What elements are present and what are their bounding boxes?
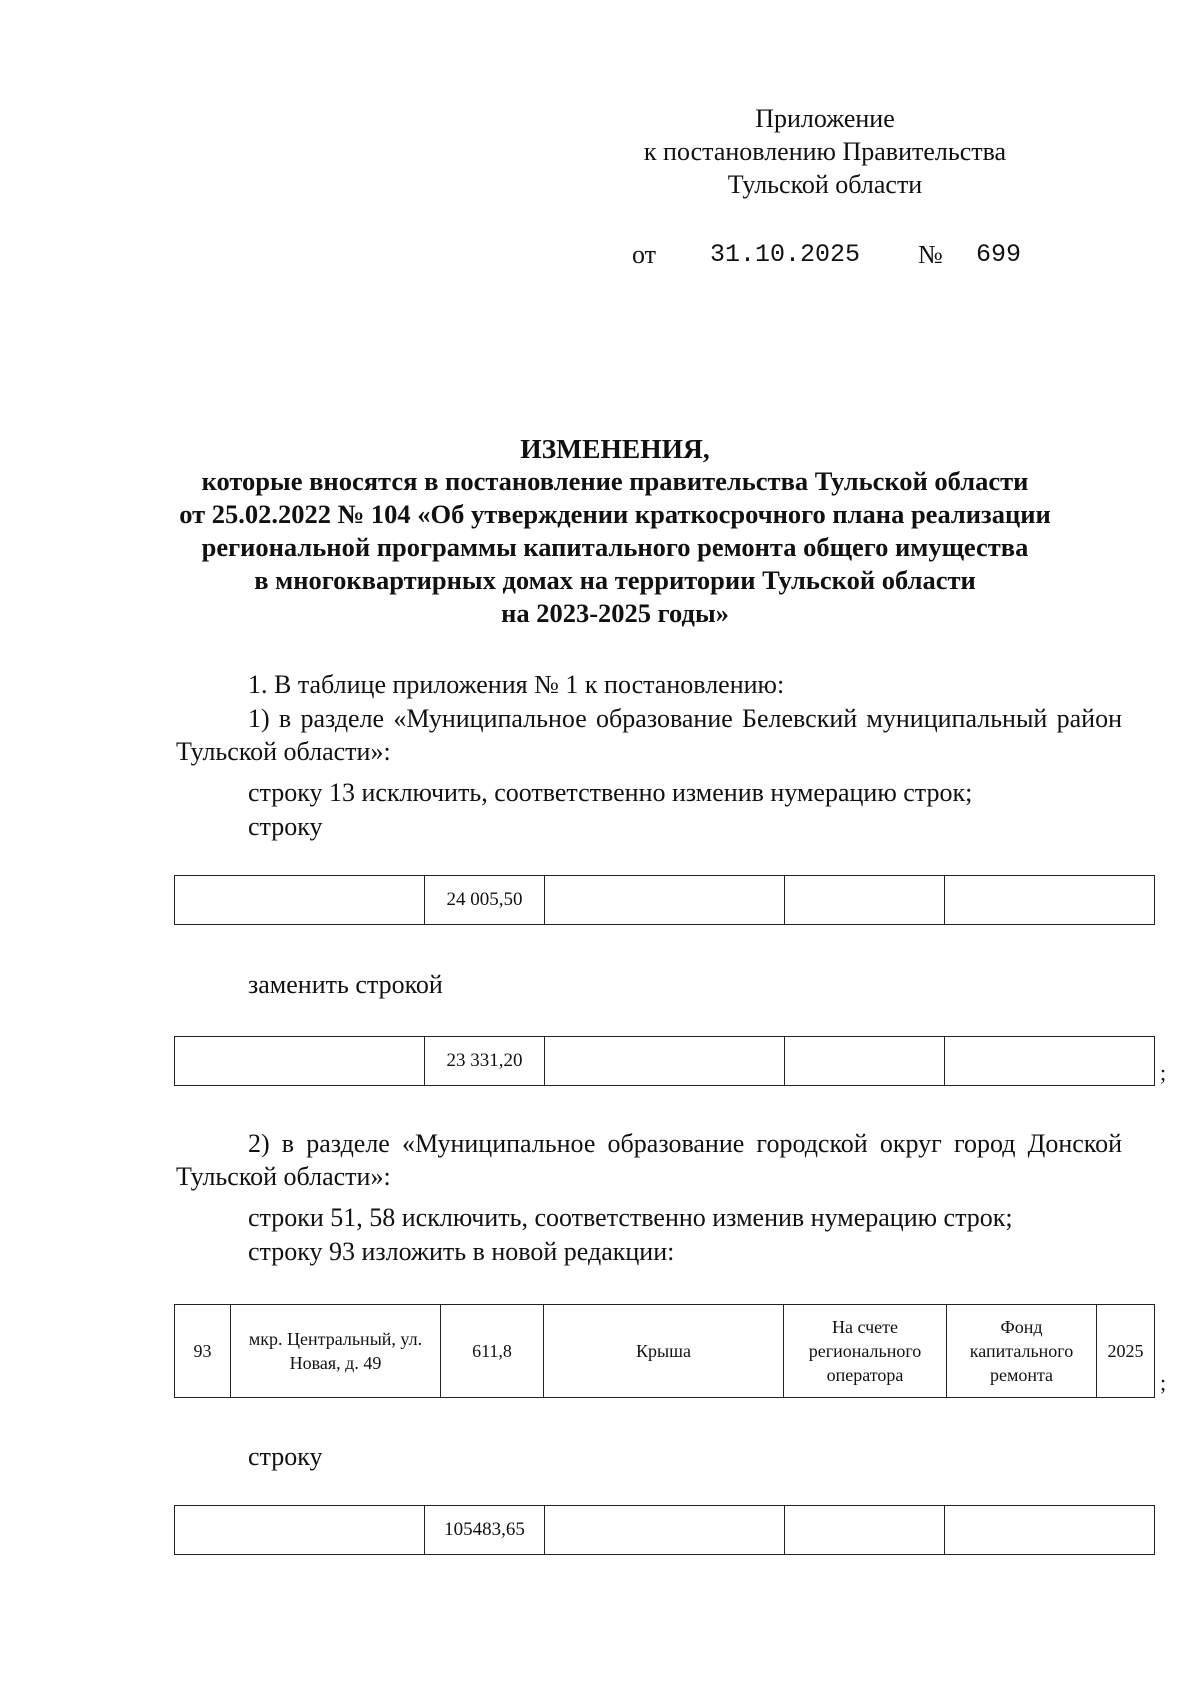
subitem-2: 2) в разделе «Муниципальное образование городской округ город Донской Тульской области»:	[176, 1129, 1122, 1191]
table-cell: 93	[175, 1305, 231, 1398]
table-cell: Фонд капитального ремонта	[947, 1305, 1097, 1398]
table-cell: мкр. Центральный, ул. Новая, д. 49	[231, 1305, 441, 1398]
row-93-table	[174, 1304, 1155, 1398]
decree-number: 699	[976, 240, 1022, 269]
table-cell: 24 005,50	[425, 876, 545, 925]
title-line-2: от 25.02.2022 № 104 «Об утверждении краткосрочного плана реализации	[179, 499, 1051, 529]
replace-with-label: заменить строкой	[248, 970, 443, 999]
table-row	[175, 876, 1155, 925]
decree-date: 31.10.2025	[710, 240, 861, 269]
table-cell	[785, 876, 945, 925]
appendix-line-2: к постановлению Правительства	[643, 137, 1007, 166]
table-cell	[175, 1037, 425, 1086]
title-line-3: региональной программы капитального ремонта общего имущества	[201, 532, 1029, 562]
title-line-1: которые вносятся в постановление правительства Тульской области	[201, 466, 1029, 496]
table-cell: Крыша	[544, 1305, 784, 1398]
new-row-table-1	[174, 1036, 1155, 1086]
appendix-header	[600, 102, 1050, 201]
appendix-line-1: Приложение	[755, 104, 895, 133]
table-cell	[175, 1506, 425, 1555]
decree-number-label: №	[918, 240, 943, 269]
table-row	[175, 1037, 1155, 1086]
row-word-2: строку	[248, 1442, 323, 1471]
row-word-1: строку	[248, 812, 323, 841]
title-line-4: в многоквартирных домах на территории Тульской области	[254, 565, 976, 595]
old-row-table-2	[174, 1505, 1155, 1555]
appendix-line-3: Тульской области	[727, 170, 923, 199]
title-line-5: на 2023-2025 годы»	[501, 598, 729, 628]
document-title	[170, 432, 1060, 630]
table-row	[175, 1506, 1155, 1555]
subitem-2-exclude: строки 51, 58 исключить, соответственно изменив нумерацию строк;	[248, 1203, 1013, 1232]
subitem-1-exclude: строку 13 исключить, соответственно изменив нумерацию строк;	[248, 778, 973, 807]
table-cell: На счете регионального оператора	[784, 1305, 947, 1398]
table-cell: 23 331,20	[425, 1037, 545, 1086]
table-row	[175, 1305, 1155, 1398]
semicolon-1: ;	[1160, 1060, 1167, 1085]
item-1: 1. В таблице приложения № 1 к постановлению:	[248, 670, 785, 699]
table-cell: 611,8	[441, 1305, 544, 1398]
table-cell	[945, 876, 1155, 925]
decree-from-label: от	[632, 240, 657, 269]
title-heading: ИЗМЕНЕНИЯ,	[520, 433, 710, 464]
semicolon-2: ;	[1160, 1370, 1167, 1395]
table-cell	[785, 1506, 945, 1555]
table-cell: 2025	[1097, 1305, 1155, 1398]
table-cell	[945, 1506, 1155, 1555]
table-cell	[945, 1037, 1155, 1086]
table-cell	[175, 876, 425, 925]
subitem-1: 1) в разделе «Муниципальное образование Белевский муниципальный район Тульской области»:	[176, 704, 1122, 766]
table-cell	[545, 1506, 785, 1555]
table-cell: 105483,65	[425, 1506, 545, 1555]
old-row-table-1	[174, 875, 1155, 925]
table-cell	[785, 1037, 945, 1086]
table-cell	[545, 876, 785, 925]
subitem-2-new: строку 93 изложить в новой редакции:	[248, 1237, 675, 1266]
table-cell	[545, 1037, 785, 1086]
